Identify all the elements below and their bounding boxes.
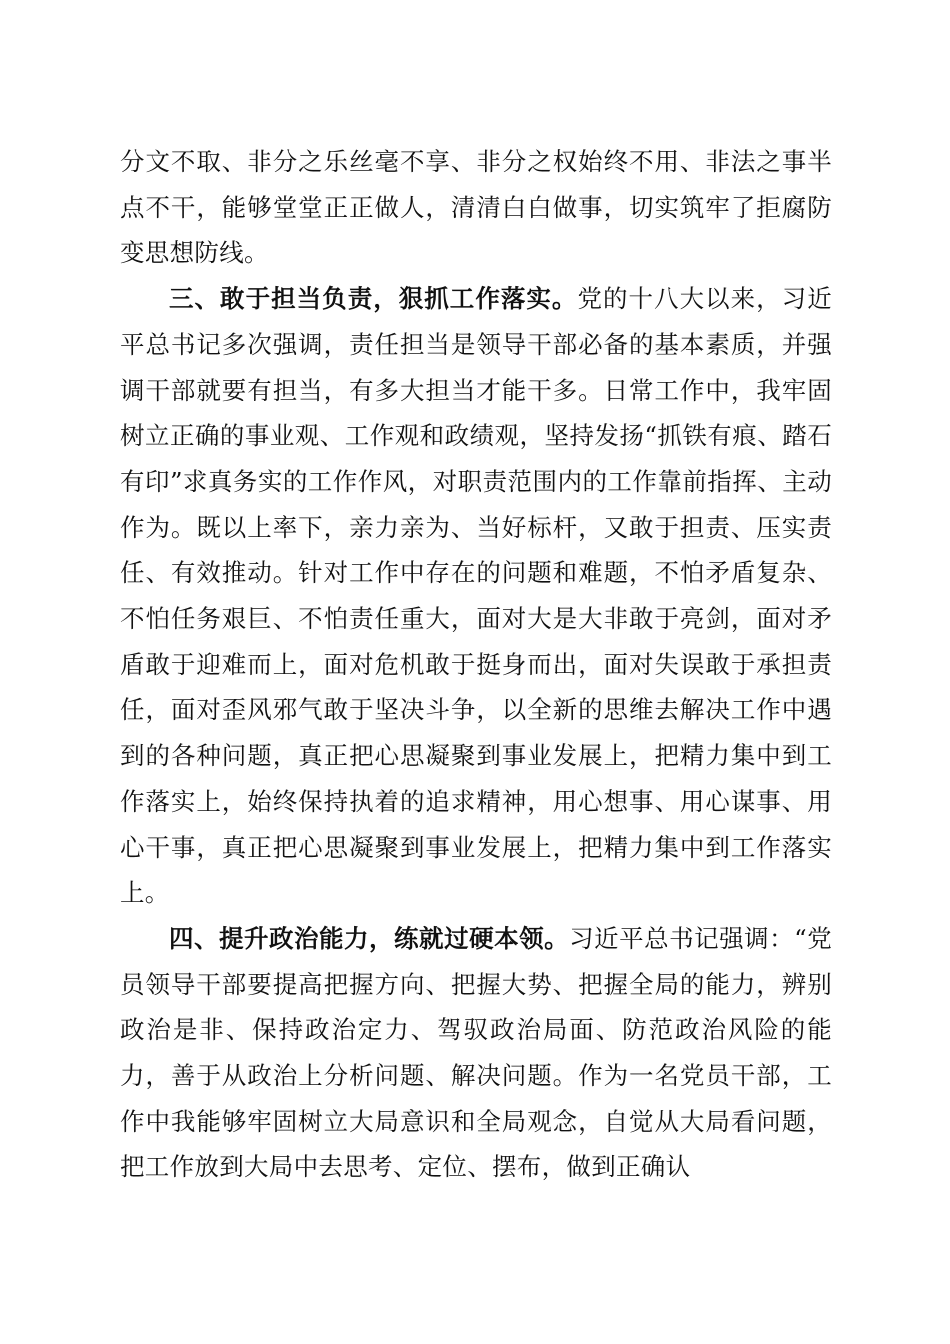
paragraph-section-three: [120, 276, 832, 916]
section-heading-three: 三、敢于担当负责，狠抓工作落实。: [169, 284, 578, 314]
paragraph-body: 党的十八大以来，习近平总书记多次强调，责任担当是领导干部必备的基本素质，并强调干部就要有担当，有多大担当才能干多。日常工作中，我牢固树立正确的事业观、工作观和政绩观，坚持发扬“抓铁有痕、踏石有印”求真务实的工作作风，对职责范围内的工作靠前指挥、主动作为。既以上率下，亲力亲为、当好标杆，又敢于担责、压实责任、有效推动。针对工作中存在的问题和难题，不怕矛盾复杂、不怕任务艰巨、不怕责任重大，面对大是大非敢于亮剑，面对矛盾敢于迎难而上，面对危机敢于挺身而出，面对失误敢于承担责任，面对歪风邪气敢于坚决斗争，以全新的思维去解决工作中遇到的各种问题，真正把心思凝聚到事业发展上，把精力集中到工作落实上，始终保持执着的追求精神，用心想事、用心谋事、用心干事，真正把心思凝聚到事业发展上，把精力集中到工作落实上。: [120, 284, 832, 908]
paragraph-body: 习近平总书记强调：“党员领导干部要提高把握方向、把握大势、把握全局的能力，辨别政治是非、保持政治定力、驾驭政治局面、防范政治风险的能力，善于从政治上分析问题、解决问题。作为一名党员干部，工作中我能够牢固树立大局意识和全局观念，自觉从大局看问题，把工作放到大局中去思考、定位、摆布，做到正确认: [120, 923, 832, 1182]
paragraph-continuation: [120, 139, 832, 276]
paragraph-section-four: [120, 916, 832, 1190]
paragraph-body: 分文不取、非分之乐丝毫不享、非分之权始终不用、非法之事半点不干，能够堂堂正正做人，清清白白做事，切实筑牢了拒腐防变思想防线。: [120, 147, 832, 268]
section-heading-four: 四、提升政治能力，练就过硬本领。: [169, 923, 570, 953]
body-text: [120, 139, 832, 1190]
